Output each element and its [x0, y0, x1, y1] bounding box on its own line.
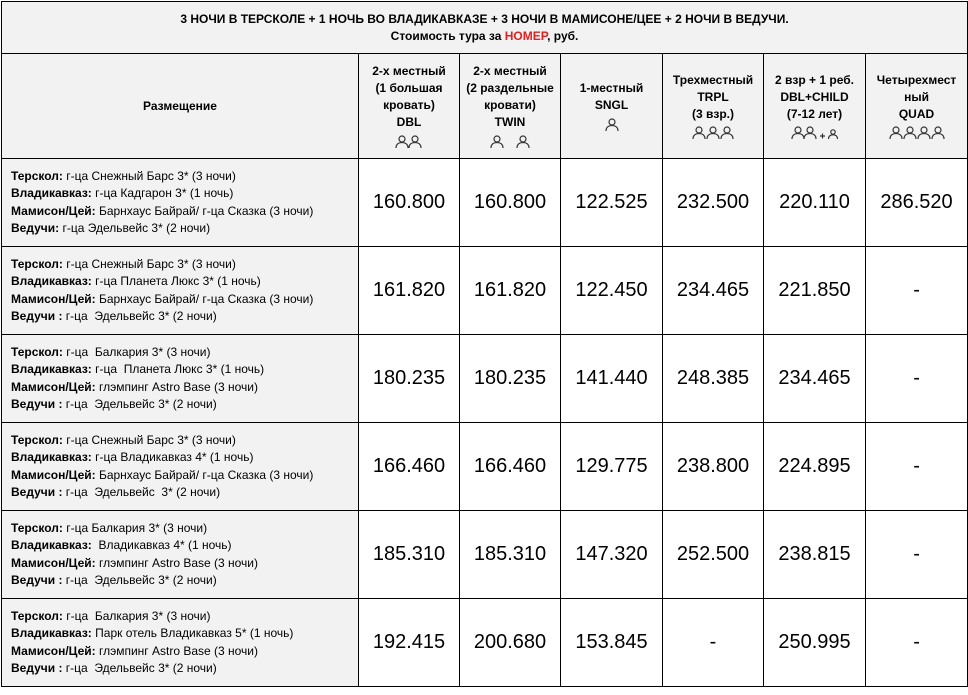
price-cell: 161.820: [460, 247, 561, 335]
placement-hotel: Парк отель Владикавказ 5* (1 ночь): [91, 626, 294, 640]
placement-cell: [2, 511, 359, 599]
price-cell: 234.465: [764, 335, 866, 423]
placement-region: Ведучи :: [11, 397, 63, 411]
price-cell: 238.800: [663, 423, 764, 511]
placement-hotel: г-ца Эдельвейс 3* (2 ночи): [62, 661, 217, 675]
price-rows: [2, 159, 968, 687]
placement-line: [11, 449, 358, 467]
placement-line: [11, 432, 358, 450]
placement-region: Терскол:: [11, 520, 63, 535]
price-cell: 185.310: [460, 511, 561, 599]
header-quad: [866, 54, 968, 159]
table-row: [2, 159, 968, 247]
placement-region: Терскол:: [11, 256, 63, 271]
price-cell: 238.815: [764, 511, 866, 599]
placement-region: Терскол:: [11, 344, 63, 359]
placement-hotel: г-ца Эдельвейс 3* (2 ночи): [59, 221, 211, 235]
placement-line: [11, 361, 358, 379]
placement-cell: [2, 247, 359, 335]
price-cell: 224.895: [764, 423, 866, 511]
placement-line: [11, 256, 358, 274]
header-twin-label: 2-х местный (2 раздельные кровати) TWIN: [466, 64, 554, 129]
placement-hotel: г-ца Эдельвейс 3* (2 ночи): [62, 573, 217, 587]
placement-region: Владикавказ:: [11, 626, 92, 640]
placement-region: Терскол:: [11, 608, 63, 623]
price-cell: 161.820: [359, 247, 460, 335]
price-cell: 160.800: [359, 159, 460, 247]
price-cell: 286.520: [866, 159, 968, 247]
tour-title: 3 НОЧИ В ТЕРСКОЛЕ + 1 НОЧЬ ВО ВЛАДИКАВКАЗЕ + 3 НОЧИ В МАМИСОНЕ/ЦЕЕ + 2 НОЧИ В ВЕДУЧИ.: [180, 11, 789, 26]
placement-line: [11, 660, 358, 678]
price-cell: 180.235: [460, 335, 561, 423]
price-cell: 192.415: [359, 599, 460, 687]
placement-line: [11, 520, 358, 538]
placement-hotel: г-ца Планета Люкс 3* (1 ночь): [91, 362, 265, 376]
header-quad-label: Четырехмест ный QUAD: [876, 72, 957, 121]
placement-region: Владикавказ:: [11, 186, 92, 200]
placement-hotel: г-ца Балкария 3* (3 ночи): [62, 608, 211, 623]
tour-price-table: [1, 1, 968, 687]
placement-region: Мамисон/Цей:: [11, 291, 96, 306]
tour-subtitle: [2, 28, 967, 45]
placement-region: Мамисон/Цей:: [11, 555, 96, 570]
header-dbl-label: 2-х местный (1 большая кровать) DBL: [372, 64, 446, 129]
placement-region: Мамисон/Цей:: [11, 379, 96, 394]
price-cell: 220.110: [764, 159, 866, 247]
header-placement: Размещение: [2, 54, 359, 159]
one-adult-icon: [561, 116, 662, 132]
placement-line: [11, 308, 358, 326]
two-adults-icon: [359, 133, 459, 149]
placement-hotel: Владикавказ 4* (1 ночь): [91, 538, 232, 552]
price-cell: -: [663, 599, 764, 687]
price-cell: 252.500: [663, 511, 764, 599]
price-cell: 248.385: [663, 335, 764, 423]
price-cell: 166.460: [359, 423, 460, 511]
placement-line: [11, 625, 358, 643]
placement-cell: [2, 159, 359, 247]
price-cell: 160.800: [460, 159, 561, 247]
price-cell: -: [866, 335, 968, 423]
header-twin: [460, 54, 561, 159]
placement-region: Владикавказ:: [11, 362, 92, 376]
placement-hotel: г-ца Снежный Барс 3* (3 ночи): [62, 168, 236, 183]
placement-region: Ведучи :: [11, 309, 63, 323]
price-cell: 153.845: [561, 599, 663, 687]
placement-line: [11, 643, 358, 661]
price-cell: 141.440: [561, 335, 663, 423]
table-row: [2, 599, 968, 687]
placement-line: [11, 467, 358, 485]
placement-region: Ведучи :: [11, 573, 63, 587]
placement-region: Ведучи :: [11, 485, 63, 499]
price-cell: -: [866, 511, 968, 599]
header-sngl: [561, 54, 663, 159]
placement-hotel: г-ца Кадгарон 3* (1 ночь): [91, 186, 234, 200]
table-row: [2, 423, 968, 511]
placement-hotel: Барнхаус Байрай/ г-ца Сказка (3 ночи): [95, 203, 314, 218]
table-row: [2, 335, 968, 423]
placement-line: [11, 203, 358, 221]
four-adults-icon: [866, 125, 967, 141]
price-cell: 234.465: [663, 247, 764, 335]
placement-region: Терскол:: [11, 432, 63, 447]
price-cell: 147.320: [561, 511, 663, 599]
placement-hotel: г-ца Владикавказ 4* (1 ночь): [91, 450, 254, 464]
price-cell: 200.680: [460, 599, 561, 687]
price-cell: 180.235: [359, 335, 460, 423]
placement-line: [11, 273, 358, 291]
placement-hotel: г-ца Балкария 3* (3 ночи): [62, 344, 211, 359]
two-adults-plus-child-icon: [764, 125, 865, 141]
placement-hotel: глэмпинг Astro Base (3 ночи): [95, 643, 259, 658]
two-separate-adults-icon: [460, 133, 560, 149]
placement-line: [11, 185, 358, 203]
table-title: [2, 2, 968, 54]
placement-cell: [2, 599, 359, 687]
placement-line: [11, 572, 358, 590]
placement-hotel: г-ца Планета Люкс 3* (1 ночь): [91, 274, 261, 288]
table-row: [2, 247, 968, 335]
header-dbl: [359, 54, 460, 159]
placement-hotel: Барнхаус Байрай/ г-ца Сказка (3 ночи): [95, 291, 314, 306]
placement-region: Ведучи :: [11, 661, 63, 675]
placement-hotel: г-ца Снежный Барс 3* (3 ночи): [62, 432, 236, 447]
placement-cell: [2, 423, 359, 511]
placement-hotel: г-ца Балкария 3* (3 ночи): [62, 520, 208, 535]
price-cell: -: [866, 599, 968, 687]
placement-line: [11, 608, 358, 626]
header-sngl-label: 1-местный SNGL: [579, 81, 644, 112]
header-dbl-child: [764, 54, 866, 159]
placement-hotel: глэмпинг Astro Base (3 ночи): [95, 379, 259, 394]
price-cell: 166.460: [460, 423, 561, 511]
placement-line: [11, 555, 358, 573]
placement-line: [11, 537, 358, 555]
header-trpl: [663, 54, 764, 159]
placement-region: Мамисон/Цей:: [11, 203, 96, 218]
placement-line: [11, 344, 358, 362]
placement-line: [11, 291, 358, 309]
subtitle-highlight: НОМЕР: [504, 28, 548, 43]
subtitle-prefix: Стоимость тура за: [390, 28, 505, 43]
price-cell: -: [866, 247, 968, 335]
placement-region: Владикавказ:: [11, 450, 92, 464]
price-cell: 129.775: [561, 423, 663, 511]
placement-line: [11, 484, 358, 502]
placement-line: [11, 220, 358, 238]
placement-hotel: Барнхаус Байрай/ г-ца Сказка (3 ночи): [95, 467, 314, 482]
header-dbl-child-label: 2 взр + 1 реб. DBL+CHILD (7-12 лет): [775, 72, 854, 121]
placement-region: Мамисон/Цей:: [11, 467, 96, 482]
placement-hotel: г-ца Эдельвейс 3* (2 ночи): [62, 397, 217, 411]
price-cell: 250.995: [764, 599, 866, 687]
price-cell: -: [866, 423, 968, 511]
price-cell: 221.850: [764, 247, 866, 335]
placement-line: [11, 379, 358, 397]
placement-line: [11, 396, 358, 414]
price-cell: 232.500: [663, 159, 764, 247]
placement-region: Владикавказ:: [11, 274, 92, 288]
header-trpl-label: Трехместный TRPL (3 взр.): [672, 72, 754, 121]
placement-hotel: г-ца Эдельвейс 3* (2 ночи): [62, 485, 221, 499]
table-row: [2, 511, 968, 599]
three-adults-icon: [663, 125, 763, 141]
subtitle-suffix: , руб.: [547, 28, 579, 43]
placement-region: Ведучи:: [11, 221, 60, 235]
placement-region: Терскол:: [11, 168, 63, 183]
placement-region: Владикавказ:: [11, 538, 92, 552]
placement-hotel: г-ца Снежный Барс 3* (3 ночи): [62, 256, 236, 271]
placement-cell: [2, 335, 359, 423]
placement-line: [11, 168, 358, 186]
price-cell: 122.450: [561, 247, 663, 335]
placement-hotel: г-ца Эдельвейс 3* (2 ночи): [62, 309, 217, 323]
placement-region: Мамисон/Цей:: [11, 643, 96, 658]
price-cell: 185.310: [359, 511, 460, 599]
price-cell: 122.525: [561, 159, 663, 247]
placement-hotel: глэмпинг Astro Base (3 ночи): [95, 555, 259, 570]
